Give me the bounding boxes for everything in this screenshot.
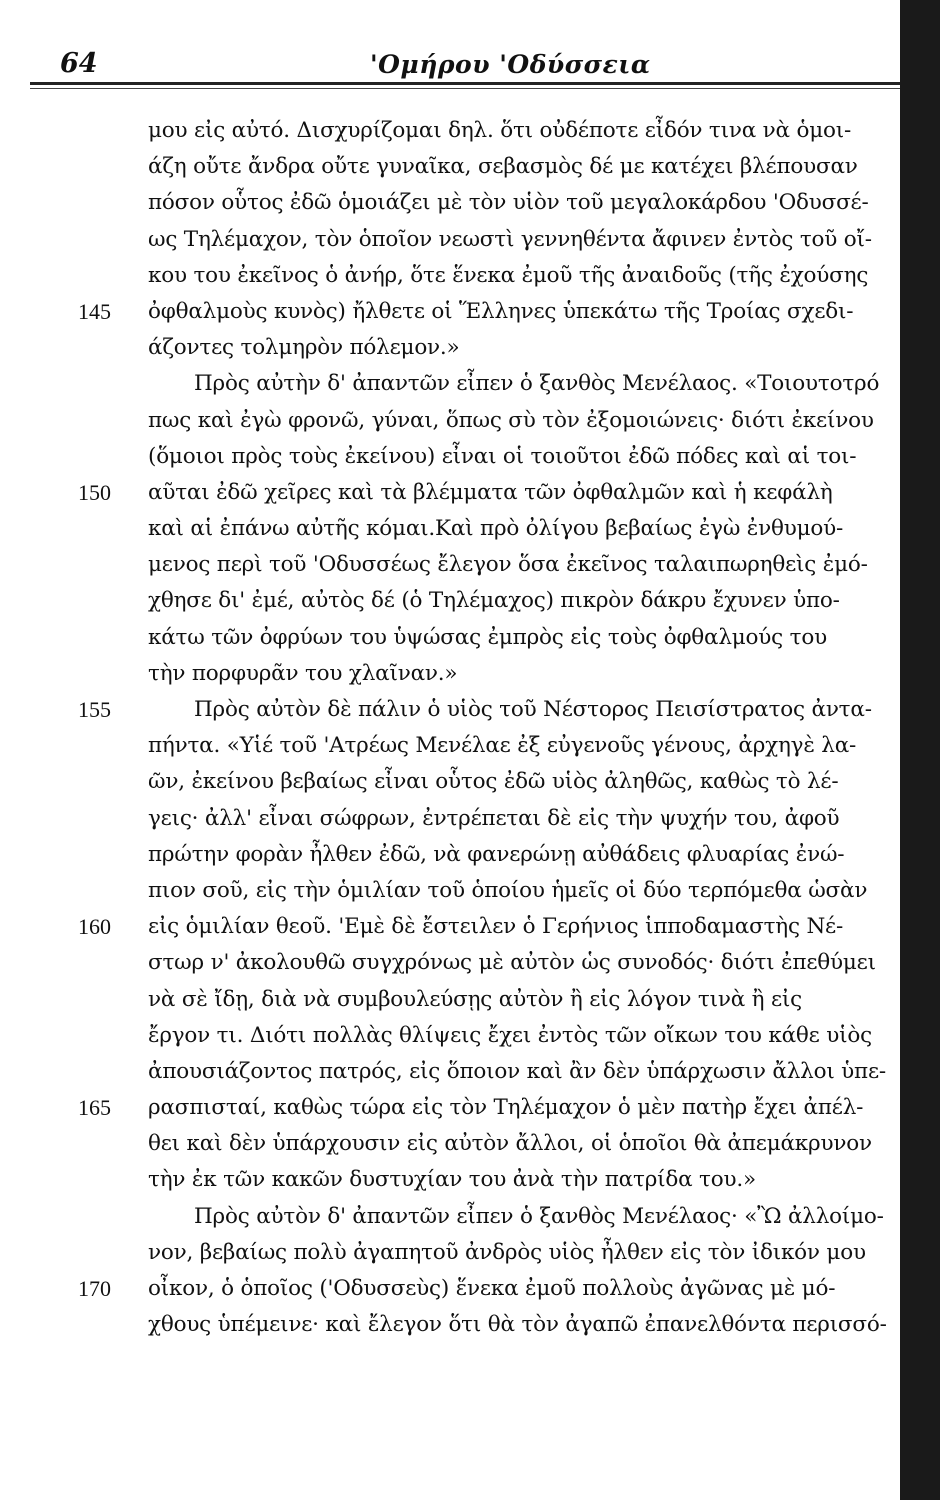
text-line: Πρὸς αὐτὸν δὲ πάλιν ὁ υἱὸς τοῦ Νέστορος Πεισίστρατος ἀντα-	[194, 697, 872, 722]
line-number: 150	[78, 480, 111, 505]
text-line: κάτω τῶν ὀφρύων του ὑψώσας ἐμπρὸς εἰς τοὺς ὀφθαλμούς του	[148, 624, 827, 650]
text-line: πρώτην φορὰν ἦλθεν ἐδῶ, νὰ φανερώνῃ αὐθάδεις φλυαρίας ἐνώ-	[148, 841, 845, 867]
text-line: γεις· ἀλλ' εἶναι σώφρων, ἐντρέπεται δὲ εἰς τὴν ψυχήν του, ἀφοῦ	[148, 805, 840, 831]
text-line: νὰ σὲ ἴδῃ, διὰ νὰ συμβουλεύσῃς αὐτὸν ἢ εἰς λόγον τινὰ ἢ εἰς	[148, 986, 803, 1012]
page-header	[60, 48, 900, 98]
line-number: 145	[78, 299, 111, 324]
text-line: (ὅμοιοι πρὸς τοὺς ἐκείνου) εἶναι οἱ τοιοῦτοι ἐδῶ πόδες καὶ αἱ τοι-	[148, 443, 857, 469]
page-number: 64	[60, 48, 98, 79]
running-title: 'Ομήρου 'Οδύσσεια	[370, 50, 651, 79]
line-number: 165	[78, 1095, 111, 1121]
text-line: άζη οὔτε ἄνδρα οὔτε γυναῖκα, σεβασμὸς δέ με κατέχει βλέπουσαν	[148, 154, 858, 180]
text-line: τὴν ἐκ τῶν κακῶν δυστυχίαν του ἀνὰ τὴν πατρίδα του.»	[148, 1167, 756, 1193]
text-line: μου εἰς αὐτό. Δισχυρίζομαι δηλ. ὅτι οὐδέποτε εἶδόν τινα νὰ ὁμοι-	[148, 118, 852, 143]
text-line: χθησε δι' ἐμέ, αὐτὸς δέ (ὁ Τηλέμαχος) πικρὸν δάκρυ ἔχυνεν ὑπο-	[148, 588, 840, 614]
text-line: μενος περὶ τοῦ 'Οδυσσέως ἔλεγον ὅσα ἐκεῖνος ταλαιπωρηθεὶς ἐμό-	[148, 552, 868, 578]
text-line: χθους ὑπέμεινε· καὶ ἔλεγον ὅτι θὰ τὸν ἀγαπῶ ἐπανελθόντα περισσό-	[148, 1312, 887, 1338]
text-line: πόσον οὗτος ἐδῶ ὁμοιάζει μὲ τὸν υἱὸν τοῦ μεγαλοκάρδου 'Οδυσσέ-	[148, 190, 869, 216]
text-line: πήντα. «Υἱέ τοῦ 'Ατρέως Μενέλαε ἐξ εὐγενοῦς γένους, ἀρχηγὲ λα-	[148, 733, 857, 759]
text-line: καὶ αἱ ἐπάνω αὐτῆς κόμαι.Καὶ πρὸ ὀλίγου βεβαίως ἐγὼ ἐνθυμού-	[148, 516, 844, 542]
body-text	[148, 113, 900, 1343]
text-line: κου του ἐκεῖνος ὁ ἀνήρ, ὅτε ἕνεκα ἐμοῦ τῆς ἀναιδοῦς (τῆς ἐχούσης	[148, 262, 869, 288]
line-number: 155	[78, 697, 111, 723]
text-line: πιον σοῦ, εἰς τὴν ὁμιλίαν τοῦ ὁποίου ἡμεῖς οἱ δύο τερπόμεθα ὡσὰν	[148, 877, 868, 903]
text-line: αῦται ἐδῶ χεῖρες καὶ τὰ βλέμματα τῶν ὀφθαλμῶν καὶ ἡ κεφάλὴ	[148, 479, 833, 505]
line-number: 160	[78, 914, 111, 940]
text-line: ὀφθαλμοὺς κυνὸς) ἤλθετε οἱ Ἕλληνες ὑπεκάτω τῆς Τροίας σχεδι-	[148, 298, 854, 324]
text-line: ως Τηλέμαχον, τὸν ὁποῖον νεωστὶ γεννηθέντα ἄφινεν ἐντὸς τοῦ οἴ-	[148, 226, 872, 252]
line-number: 170	[78, 1276, 111, 1302]
scan-background-edge	[900, 0, 940, 1500]
text-line: οἶκον, ὁ ὁποῖος ('Οδυσσεὺς) ἕνεκα ἐμοῦ πολλοὺς ἀγῶνας μὲ μό-	[148, 1276, 836, 1301]
text-line: τὴν πορφυρᾶν του χλαῖναν.»	[148, 660, 458, 686]
text-line: ἀπουσιάζοντος πατρός, εἰς ὅποιον καὶ ἂν δὲν ὑπάρχωσιν ἄλλοι ὑπε-	[148, 1058, 886, 1084]
text-line: ἔργον τι. Διότι πολλὰς θλίψεις ἔχει ἐντὸς τῶν οἴκων του κάθε υἱὸς	[148, 1022, 872, 1048]
text-line: άζοντες τολμηρὸν πόλεμον.»	[148, 335, 460, 361]
text-line: εἰς ὁμιλίαν θεοῦ. 'Εμὲ δὲ ἔστειλεν ὁ Γερήνιος ἱπποδαμαστὴς Νέ-	[148, 914, 844, 940]
text-line: θει καὶ δὲν ὑπάρχουσιν εἰς αὐτὸν ἄλλοι, οἱ ὁποῖοι θὰ ἀπεμάκρυνον	[148, 1131, 872, 1157]
text-line: πως καὶ ἐγὼ φρονῶ, γύναι, ὅπως σὺ τὸν ἐξομοιώνεις· διότι ἐκείνου	[148, 407, 874, 433]
text-line: ῶν, ἐκείνου βεβαίως εἶναι οὗτος ἐδῶ υἱὸς ἀληθῶς, καθὼς τὸ λέ-	[148, 769, 839, 795]
header-rule-thick	[30, 82, 900, 85]
text-line: στωρ ν' ἀκολουθῶ συγχρόνως μὲ αὐτὸν ὡς συνοδός· διότι ἐπεθύμει	[148, 950, 876, 976]
text-line: Πρὸς αὐτὸν δ' ἀπαντῶν εἶπεν ὁ ξανθὸς Μενέλαος· «Ὢ ἀλλοίμο-	[194, 1203, 884, 1229]
text-line: Πρὸς αὐτὴν δ' ἀπαντῶν εἶπεν ὁ ξανθὸς Μενέλαος. «Τοιουτοτρό	[194, 371, 880, 397]
text-line: νον, βεβαίως πολὺ ἀγαπητοῦ ἀνδρὸς υἱὸς ἦλθεν εἰς τὸν ἰδικόν μου	[148, 1239, 866, 1265]
header-rule-thin	[30, 88, 900, 89]
text-line: ρασπισταί, καθὼς τώρα εἰς τὸν Τηλέμαχον ὁ μὲν πατὴρ ἔχει ἀπέλ-	[148, 1095, 864, 1121]
